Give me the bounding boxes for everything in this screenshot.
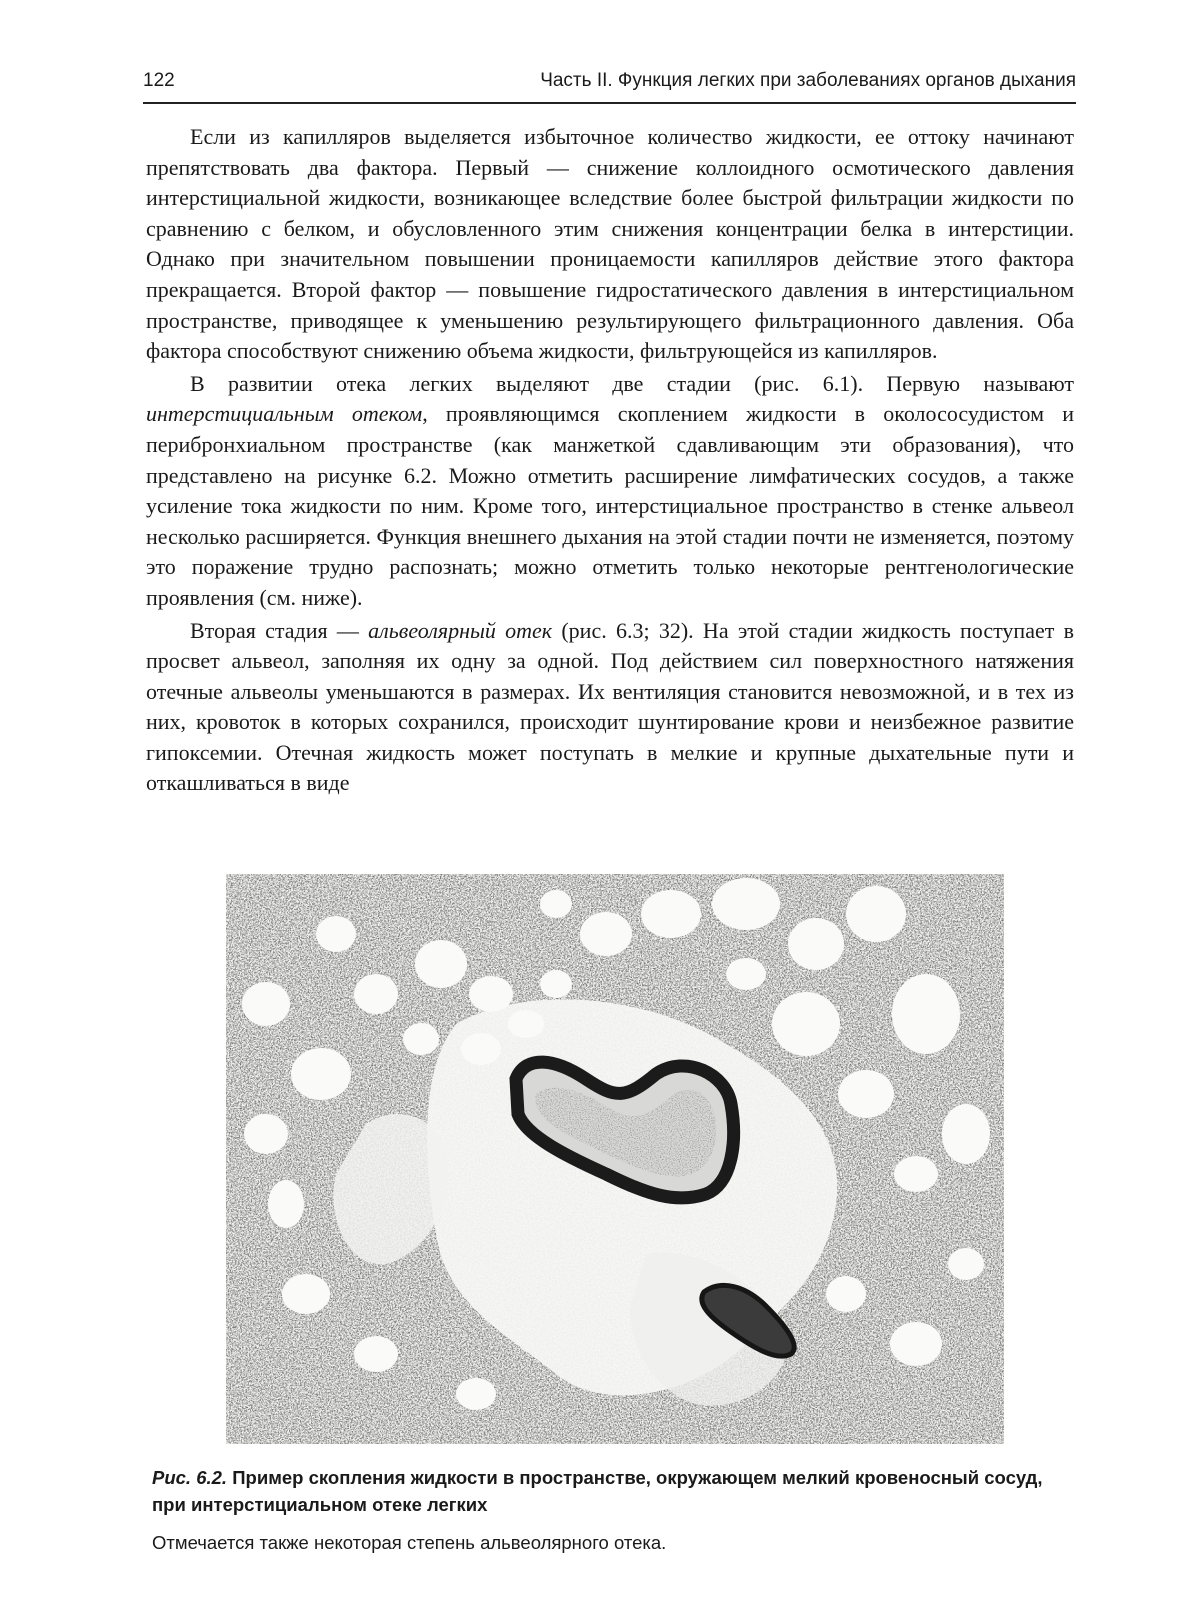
text-run: Если из капилляров выделяется избыточное количество жидкости, ее оттоку начинают препятствовать два фактора. Первый — снижение коллоидного осмотического давления интерстициальной жидкости, возникающее вследствие более быстрой фильтрации жидкости по сравнению с белком, и обусловленного этим снижения концентрации белка в интерстиции. Однако при значительном повышении проницаемости капилляров действие этого фактора прекращается. Второй фактор — повышение гидростатического давления в интерстициальном пространстве, приводящее к уменьшению результирующего фильтрационного давления. Оба фактора способствуют снижению объема жидкости, фильтрующейся из капилляров. — [146, 124, 1074, 364]
paragraph — [146, 122, 1074, 367]
paragraph — [146, 369, 1074, 614]
figure-caption — [152, 1464, 1080, 1518]
text-run: (рис. 6.3; 32). На этой стадии жидкость поступает в просвет альвеол, заполняя их одну за одной. Под действием сил поверхностного натяжения отечные альвеолы уменьшаются в размерах. Их вентиляция становится невозможной, и в тех из них, кровоток в которых сохранился, происходит шунтирование крови и неизбежное развитие гипоксемии. Отечная жидкость может поступать в мелкие и крупные дыхательные пути и откашливаться в виде — [146, 617, 1074, 796]
lung-tissue-micrograph — [226, 874, 1004, 1444]
figure-caption-text: Пример скопления жидкости в пространстве, окружающем мелкий кровеносный сосуд, при интерстициальном отеке легких — [152, 1467, 1043, 1515]
running-header — [143, 64, 1076, 104]
text-run: В развитии отека легких выделяют две стадии (рис. 6.1). Первую называют — [190, 370, 1074, 396]
page-number: 122 — [143, 70, 175, 91]
figure-note: Отмечается также некоторая степень альвеолярного отека. — [152, 1532, 667, 1553]
figure-label: Рис. 6.2. — [152, 1467, 228, 1488]
running-title: Часть II. Функция легких при заболеваниях органов дыхания — [540, 70, 1076, 91]
body-text — [146, 122, 1074, 801]
micrograph-figure — [226, 874, 1004, 1444]
italic-term: альвеолярный отек — [368, 617, 553, 643]
text-run: , проявляющимся скоплением жидкости в околососудистом и перибронхиальном пространстве (как манжеткой сдавливающим эти образования), что представлено на рисунке 6.2. Можно отметить расширение лимфатических сосудов, а также усиление тока жидкости по ним. Кроме того, интерстициальное пространство в стенке альвеол несколько расширяется. Функция внешнего дыхания на этой стадии почти не изменяется, поэтому это поражение трудно распознать; можно отметить только некоторые рентгенологические проявления (см. ниже). — [146, 401, 1075, 610]
paragraph — [146, 616, 1074, 800]
italic-term: интерстициальным отеком — [146, 401, 423, 427]
text-run: Вторая стадия — — [190, 617, 369, 643]
